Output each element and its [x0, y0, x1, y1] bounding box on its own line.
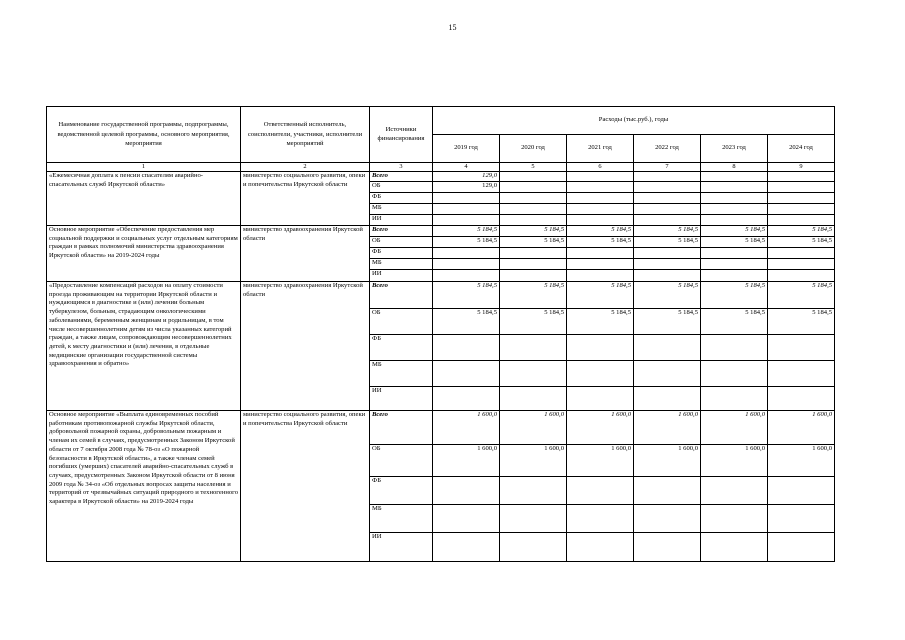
funding-source: ОБ	[370, 182, 433, 193]
expense-value	[500, 335, 567, 361]
executor-name: министерство социального развития, опеки и попечительства Иркутской области	[241, 411, 370, 562]
expense-value	[433, 335, 500, 361]
expense-value	[500, 172, 567, 182]
expense-value: 5 184,5	[567, 237, 634, 248]
expense-value: 1 600,0	[500, 411, 567, 445]
funding-source: Всего	[370, 172, 433, 182]
expense-value	[567, 505, 634, 533]
expense-value	[567, 270, 634, 282]
expense-value: 1 600,0	[768, 411, 835, 445]
expense-value: 5 184,5	[701, 309, 768, 335]
expense-value	[634, 270, 701, 282]
expense-value	[701, 505, 768, 533]
table-row	[47, 226, 835, 237]
expense-value	[567, 533, 634, 562]
expense-value	[634, 505, 701, 533]
header-executor: Ответственный исполнитель, соисполнители, участники, исполнители мероприятий	[241, 107, 370, 163]
executor-name: министерство здравоохранения Иркутской области	[241, 226, 370, 282]
expense-value: 5 184,5	[500, 309, 567, 335]
table-body	[47, 172, 835, 562]
expense-value	[567, 387, 634, 411]
funding-source: Всего	[370, 282, 433, 309]
expense-value	[768, 182, 835, 193]
expense-value	[500, 270, 567, 282]
expense-value	[500, 248, 567, 259]
expense-value	[768, 505, 835, 533]
expense-value	[500, 259, 567, 270]
expense-value	[500, 182, 567, 193]
expense-value	[701, 248, 768, 259]
expense-value: 1 600,0	[500, 445, 567, 477]
expense-value: 5 184,5	[768, 237, 835, 248]
expense-value: 129,0	[433, 182, 500, 193]
expense-value	[768, 533, 835, 562]
expense-value	[768, 387, 835, 411]
expense-value	[567, 259, 634, 270]
expense-value	[634, 215, 701, 226]
expense-value	[433, 505, 500, 533]
funding-source: МБ	[370, 204, 433, 215]
funding-source: ИИ	[370, 387, 433, 411]
program-name: «Предоставление компенсаций расходов на оплату стоимости проезда проживающим на территории Иркутской области и нуждающимся в диагностике и (или) лечении больным туберкулезом, больным, страдающим онкологическими заболеваниями, беременным женщинам и родильницам, в том числе несовершеннолетним детям из числа указанных категорий граждан, а также лицам, сопровождающим несовершеннолетних детей, к месту диагностики и (или) лечения, в отдельные медицинские организации государственной системы здравоохранения и обратно»	[47, 282, 241, 411]
funding-source: ФБ	[370, 248, 433, 259]
expense-value	[567, 172, 634, 182]
expense-value	[567, 204, 634, 215]
column-index: 4	[433, 163, 500, 172]
expense-value	[500, 361, 567, 387]
column-index: 1	[47, 163, 241, 172]
funding-source: ФБ	[370, 335, 433, 361]
expense-value: 5 184,5	[433, 282, 500, 309]
header-year: 2021 год	[567, 135, 634, 163]
expense-value	[768, 361, 835, 387]
expense-value	[701, 477, 768, 505]
expense-value: 5 184,5	[500, 226, 567, 237]
expense-value	[500, 215, 567, 226]
expense-value	[500, 533, 567, 562]
expense-value	[634, 335, 701, 361]
expense-value: 5 184,5	[634, 237, 701, 248]
funding-source: ИИ	[370, 270, 433, 282]
expense-value	[768, 193, 835, 204]
expense-value: 5 184,5	[433, 309, 500, 335]
column-index: 3	[370, 163, 433, 172]
expense-value: 1 600,0	[567, 411, 634, 445]
funding-source: ИИ	[370, 215, 433, 226]
header-year: 2023 год	[701, 135, 768, 163]
expense-value	[433, 533, 500, 562]
expense-value: 5 184,5	[701, 226, 768, 237]
expense-value	[567, 335, 634, 361]
expense-value: 1 600,0	[433, 445, 500, 477]
column-index: 8	[701, 163, 768, 172]
expense-value	[634, 533, 701, 562]
column-index: 5	[500, 163, 567, 172]
expense-value: 1 600,0	[567, 445, 634, 477]
expense-value	[433, 477, 500, 505]
expense-value: 1 600,0	[768, 445, 835, 477]
page-number: 15	[448, 23, 457, 32]
expense-value: 5 184,5	[768, 282, 835, 309]
funding-source: МБ	[370, 505, 433, 533]
funding-source: МБ	[370, 259, 433, 270]
column-index: 2	[241, 163, 370, 172]
expense-value	[701, 204, 768, 215]
expense-value	[567, 193, 634, 204]
expense-value	[433, 259, 500, 270]
expense-value	[634, 204, 701, 215]
expense-value: 5 184,5	[634, 282, 701, 309]
expense-value	[567, 477, 634, 505]
header-year: 2019 год	[433, 135, 500, 163]
header-year: 2022 год	[634, 135, 701, 163]
funding-source: ИИ	[370, 533, 433, 562]
expense-value	[567, 215, 634, 226]
expense-value	[433, 361, 500, 387]
expense-value: 5 184,5	[634, 226, 701, 237]
expense-value	[433, 387, 500, 411]
expense-value	[768, 248, 835, 259]
expense-value: 1 600,0	[701, 411, 768, 445]
expense-value: 1 600,0	[634, 411, 701, 445]
funding-source: ОБ	[370, 237, 433, 248]
header-year: 2024 год	[768, 135, 835, 163]
funding-source: ОБ	[370, 445, 433, 477]
expense-value	[634, 387, 701, 411]
expense-value	[634, 361, 701, 387]
expense-value: 5 184,5	[701, 282, 768, 309]
expense-value: 5 184,5	[701, 237, 768, 248]
expense-value	[701, 361, 768, 387]
funding-source: ОБ	[370, 309, 433, 335]
funding-source: ФБ	[370, 193, 433, 204]
funding-source: Всего	[370, 226, 433, 237]
table-row	[47, 172, 835, 182]
funding-source: МБ	[370, 361, 433, 387]
expense-value	[701, 259, 768, 270]
expense-value	[567, 361, 634, 387]
expense-value	[433, 270, 500, 282]
table-row	[47, 282, 835, 309]
expense-value	[701, 215, 768, 226]
expense-value	[433, 215, 500, 226]
expense-value	[634, 182, 701, 193]
expense-value	[634, 172, 701, 182]
expense-value	[567, 248, 634, 259]
header-name: Наименование государственной программы, подпрограммы, ведомственной целевой программы, основного мероприятия, мероприятия	[47, 107, 241, 163]
expense-value	[701, 182, 768, 193]
column-index: 6	[567, 163, 634, 172]
expense-value	[500, 387, 567, 411]
funding-source: Всего	[370, 411, 433, 445]
expense-value	[634, 248, 701, 259]
column-index: 7	[634, 163, 701, 172]
funding-source: ФБ	[370, 477, 433, 505]
expense-value	[768, 335, 835, 361]
table-row	[47, 411, 835, 445]
expense-value	[768, 172, 835, 182]
expense-value	[634, 193, 701, 204]
executor-name: министерство социального развития, опеки и попечительства Иркутской области	[241, 172, 370, 226]
executor-name: министерство здравоохранения Иркутской области	[241, 282, 370, 411]
expense-value: 5 184,5	[567, 226, 634, 237]
expense-value	[768, 270, 835, 282]
expense-value: 5 184,5	[500, 237, 567, 248]
expense-value: 5 184,5	[500, 282, 567, 309]
expense-value	[433, 248, 500, 259]
expense-value	[500, 505, 567, 533]
expense-value	[768, 477, 835, 505]
expense-value	[768, 259, 835, 270]
expense-value: 1 600,0	[701, 445, 768, 477]
expense-value: 5 184,5	[567, 282, 634, 309]
header-expenses: Расходы (тыс.руб.), годы	[433, 107, 835, 135]
expenses-table	[46, 106, 835, 562]
column-index: 9	[768, 163, 835, 172]
expense-value	[768, 215, 835, 226]
expense-value: 5 184,5	[768, 309, 835, 335]
expense-value	[634, 259, 701, 270]
expense-value: 1 600,0	[433, 411, 500, 445]
header-source: Источники финансирования	[370, 107, 433, 163]
expense-value	[567, 182, 634, 193]
expense-value: 5 184,5	[634, 309, 701, 335]
program-name: Основное мероприятие «Обеспечение предоставления мер социальной поддержки и социальных услуг отдельным категориям граждан в рамках полномочий министерства здравоохранения Иркутской области» на 2019-2024 годы	[47, 226, 241, 282]
expense-value: 5 184,5	[433, 226, 500, 237]
expense-value	[433, 193, 500, 204]
expense-value	[500, 193, 567, 204]
expense-value: 5 184,5	[768, 226, 835, 237]
header-year: 2020 год	[500, 135, 567, 163]
expense-value	[701, 533, 768, 562]
expense-value: 5 184,5	[567, 309, 634, 335]
expense-value	[634, 477, 701, 505]
program-name: Основное мероприятие «Выплата единовременных пособий работникам противопожарной службы Иркутской области, добровольной пожарной охраны, добровольным пожарным и членам их семей в случаях, предусмотренных Законом Иркутской области от 7 октября 2008 года № 78-оз «О пожарной безопасности в Иркутской области», а также членам семей погибших (умерших) спасателей аварийно-спасательных служб в случаях, предусмотренных Законом Иркутской области от 8 июня 2009 года № 34-оз «Об отдельных вопросах защиты населения и территорий от чрезвычайных ситуаций природного и техногенного характера в Иркутской области» на 2019-2024 годы	[47, 411, 241, 562]
expense-value	[701, 172, 768, 182]
program-name: «Ежемесячная доплата к пенсии спасателям аварийно-спасательных служб Иркутской области»	[47, 172, 241, 226]
expense-value: 5 184,5	[433, 237, 500, 248]
expense-value	[500, 477, 567, 505]
expense-value	[701, 270, 768, 282]
expense-value	[433, 204, 500, 215]
expense-value	[701, 387, 768, 411]
expense-value: 1 600,0	[634, 445, 701, 477]
expense-value: 129,0	[433, 172, 500, 182]
expense-value	[500, 204, 567, 215]
expense-value	[701, 335, 768, 361]
expense-value	[768, 204, 835, 215]
expense-value	[701, 193, 768, 204]
